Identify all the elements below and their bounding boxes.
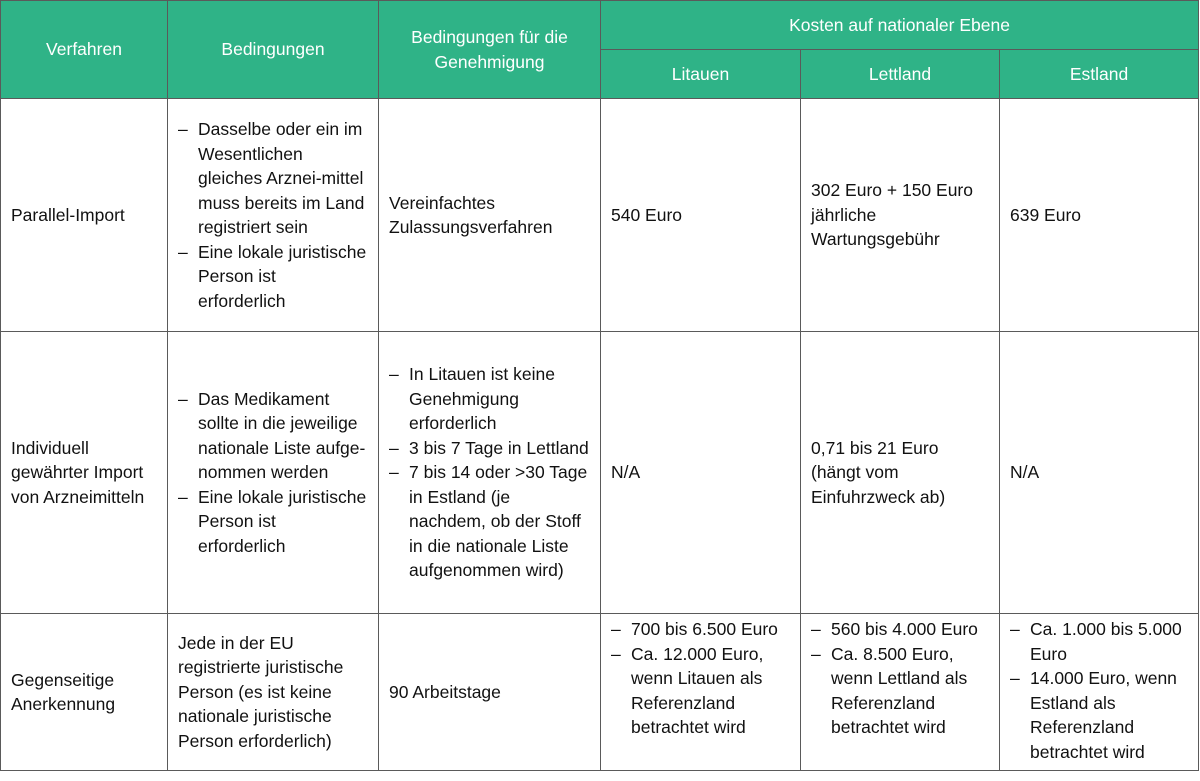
list-item: – Dasselbe oder ein im Wesentlichen gleiches Arznei-mittel muss bereits im Land registriert sein <box>178 117 368 240</box>
bedingungen-list <box>178 387 368 559</box>
cell-estland: N/A <box>1000 332 1199 614</box>
kosten-list <box>811 617 989 740</box>
list-item: – Ca. 12.000 Euro, wenn Litauen als Referenzland betrachtet wird <box>611 642 790 740</box>
bedingungen-list <box>178 117 368 313</box>
cell-verfahren: Parallel-Import <box>1 99 168 332</box>
header-verfahren: Verfahren <box>1 1 168 99</box>
list-item: – 3 bis 7 Tage in Lettland <box>389 436 590 461</box>
header-lettland: Lettland <box>801 50 1000 99</box>
cell-genehmigung: 90 Arbeitstage <box>379 614 601 771</box>
table-row <box>1 332 1199 614</box>
table-row <box>1 614 1199 771</box>
list-item: – Ca. 8.500 Euro, wenn Lettland als Referenzland betrachtet wird <box>811 642 989 740</box>
cell-litauen: 540 Euro <box>601 99 801 332</box>
cell-litauen <box>601 614 801 771</box>
cell-estland: 639 Euro <box>1000 99 1199 332</box>
cell-lettland: 0,71 bis 21 Euro (hängt vom Einfuhrzweck ab) <box>801 332 1000 614</box>
header-kosten: Kosten auf nationaler Ebene <box>601 1 1199 50</box>
cell-genehmigung: Vereinfachtes Zulassungsverfahren <box>379 99 601 332</box>
cell-bedingungen <box>168 332 379 614</box>
kosten-list <box>611 617 790 740</box>
header-litauen: Litauen <box>601 50 801 99</box>
genehmigung-list <box>389 362 590 583</box>
header-genehmigung: Bedingungen für die Genehmigung <box>379 1 601 99</box>
header-bedingungen: Bedingungen <box>168 1 379 99</box>
list-item: – Eine lokale juristische Person ist erforderlich <box>178 240 368 314</box>
list-item: – 7 bis 14 oder >30 Tage in Estland (je nachdem, ob der Stoff in die nationale Liste aufgenommen wird) <box>389 460 590 583</box>
cell-verfahren: Individuell gewährter Import von Arzneimitteln <box>1 332 168 614</box>
cell-lettland <box>801 614 1000 771</box>
list-item: – Das Medikament sollte in die jeweilige nationale Liste aufge-nommen werden <box>178 387 368 485</box>
list-item: – Ca. 1.000 bis 5.000 Euro <box>1010 617 1188 666</box>
cell-litauen: N/A <box>601 332 801 614</box>
header-estland: Estland <box>1000 50 1199 99</box>
cell-estland <box>1000 614 1199 771</box>
list-item: – 560 bis 4.000 Euro <box>811 617 989 642</box>
cell-genehmigung <box>379 332 601 614</box>
cell-verfahren: Gegenseitige Anerkennung <box>1 614 168 771</box>
cell-bedingungen <box>168 99 379 332</box>
table-row <box>1 99 1199 332</box>
cell-bedingungen: Jede in der EU registrierte juristische Person (es ist keine nationale juristische Person erforderlich) <box>168 614 379 771</box>
list-item: – Eine lokale juristische Person ist erforderlich <box>178 485 368 559</box>
kosten-list <box>1010 617 1188 764</box>
list-item: – 14.000 Euro, wenn Estland als Referenzland betrachtet wird <box>1010 666 1188 764</box>
list-item: – In Litauen ist keine Genehmigung erforderlich <box>389 362 590 436</box>
cell-lettland: 302 Euro + 150 Euro jährliche Wartungsgebühr <box>801 99 1000 332</box>
list-item: – 700 bis 6.500 Euro <box>611 617 790 642</box>
